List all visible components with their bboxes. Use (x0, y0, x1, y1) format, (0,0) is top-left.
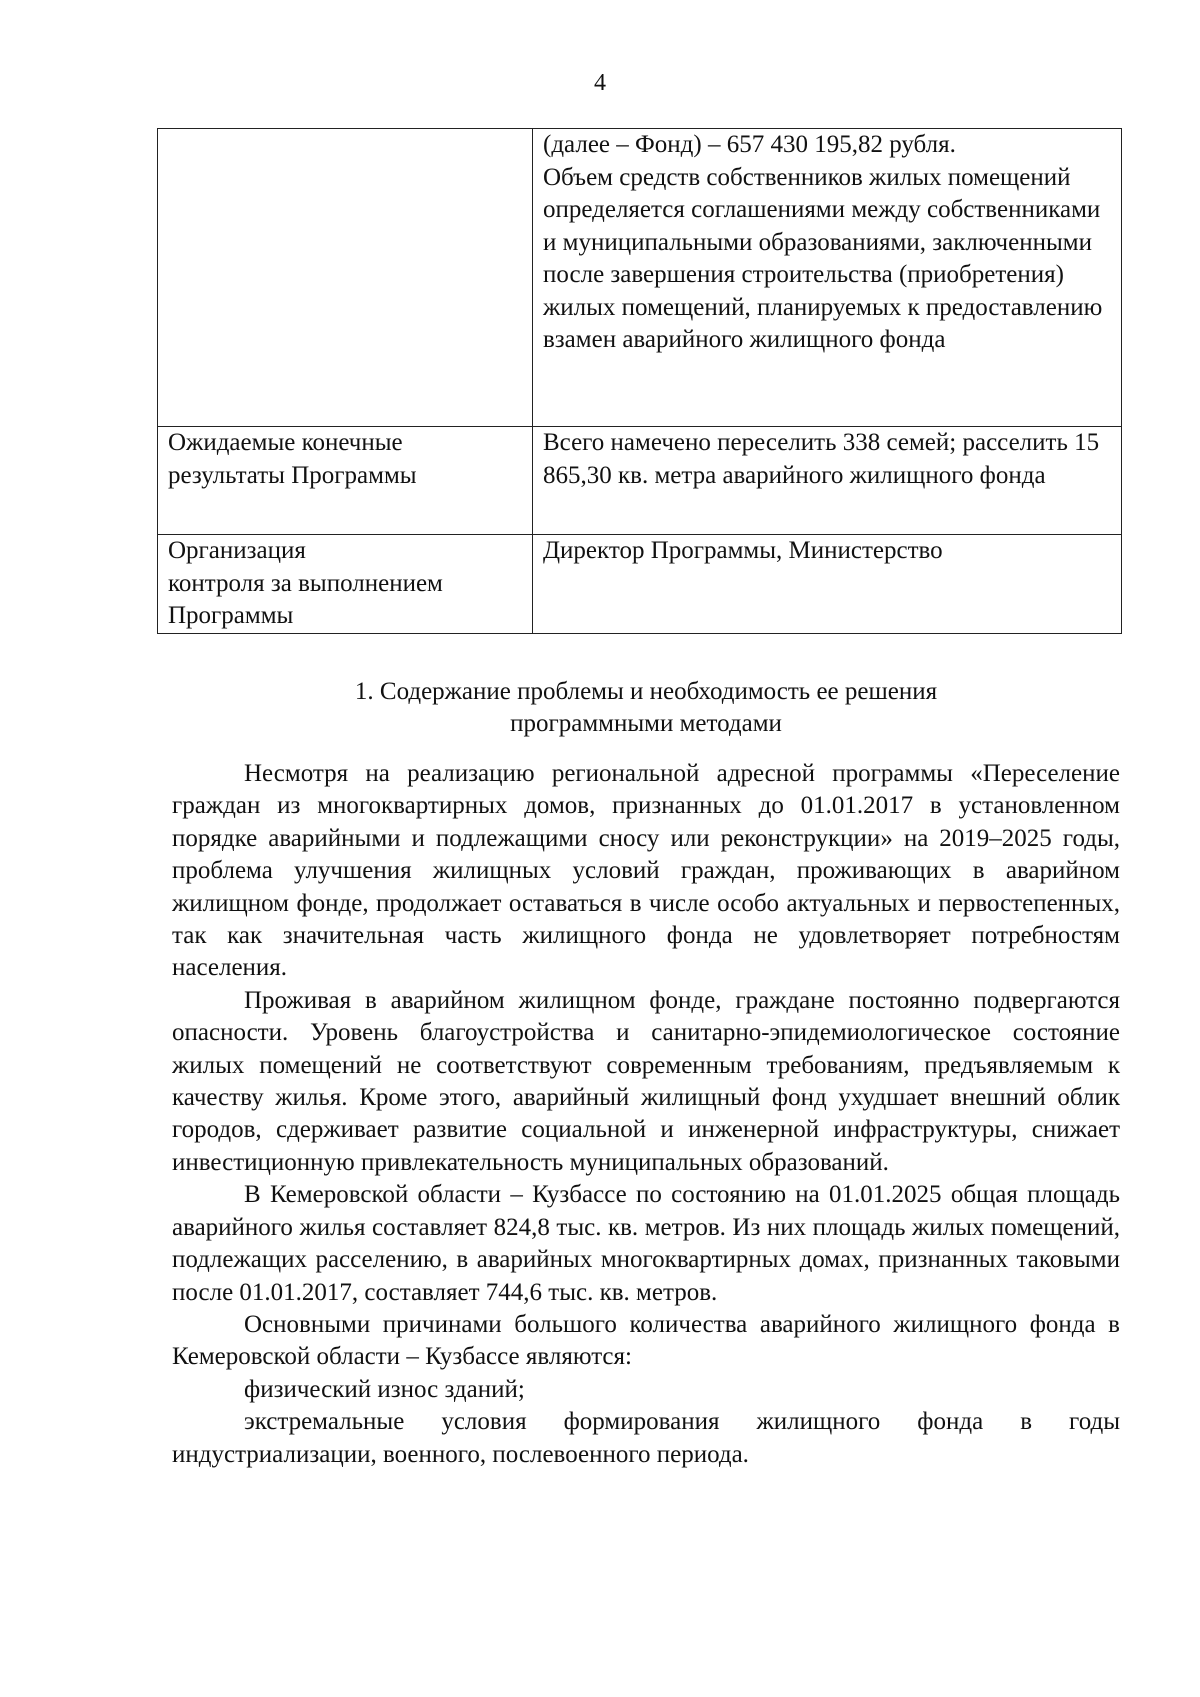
paragraph: Проживая в аварийном жилищном фонде, граждане постоянно подвергаются опасности. Уровень благоустройства и санитарно-эпидемиологическое состояние жилых помещений не соответствуют современным требованиям, предъявляемым к качеству жилья. Кроме этого, аварийный жилищный фонд ухудшает внешний облик городов, сдерживает развитие социальной и инженерной инфраструктуры, снижает инвестиционную привлекательность муниципальных образований. (172, 986, 1120, 1176)
paragraph: физический износ зданий; (244, 1375, 525, 1403)
table-cell-value: Директор Программы, Министерство (533, 535, 1122, 634)
table-cell-value: (далее – Фонд) – 657 430 195,82 рубля. Объем средств собственников жилых помещений определяется соглашениями между собственниками и муниципальными образованиями, заключенными после завершения строительства (приобретения) жилых помещений, планируемых к предоставлению взамен аварийного жилищного фонда (533, 129, 1122, 427)
paragraph: экстремальные условия формирования жилищного фонда в годы индустриализации, военного, послевоенного периода. (172, 1408, 1120, 1468)
paragraph: Основными причинами большого количества аварийного жилищного фонда в Кемеровской области – Кузбассе являются: (172, 1310, 1120, 1371)
program-passport-table (157, 128, 1122, 634)
table-cell-label (158, 129, 533, 427)
table-cell-label: Организация контроля за выполнением Программы (158, 535, 533, 634)
page-number: 4 (594, 70, 606, 96)
table-row (158, 129, 1122, 427)
table-cell-value: Всего намечено переселить 338 семей; расселить 15 865,30 кв. метра аварийного жилищного фонда (533, 427, 1122, 535)
section-title: 1. Содержание проблемы и необходимость ее решения программными методами (354, 678, 938, 737)
paragraph: В Кемеровской области – Кузбассе по состоянию на 01.01.2025 общая площадь аварийного жилья составляет 824,8 тыс. кв. метров. Из них площадь жилых помещений, подлежащих расселению, в аварийных многоквартирных домах, признанных таковыми после 01.01.2017, составляет 744,6 тыс. кв. метров. (172, 1181, 1120, 1306)
table-row (158, 427, 1122, 535)
body-text (172, 758, 1120, 1471)
table-cell-label: Ожидаемые конечные результаты Программы (158, 427, 533, 535)
paragraph: Несмотря на реализацию региональной адресной программы «Переселение граждан из многоквартирных домов, признанных до 01.01.2017 в установленном порядке аварийными и подлежащими сносу или реконструкции» на 2019–2025 годы, проблема улучшения жилищных условий граждан, проживающих в аварийном жилищном фонде, продолжает оставаться в числе особо актуальных и первостепенных, так как значительная часть жилищного фонда не удовлетворяет потребностям населения. (172, 760, 1120, 982)
table-row (158, 535, 1122, 634)
